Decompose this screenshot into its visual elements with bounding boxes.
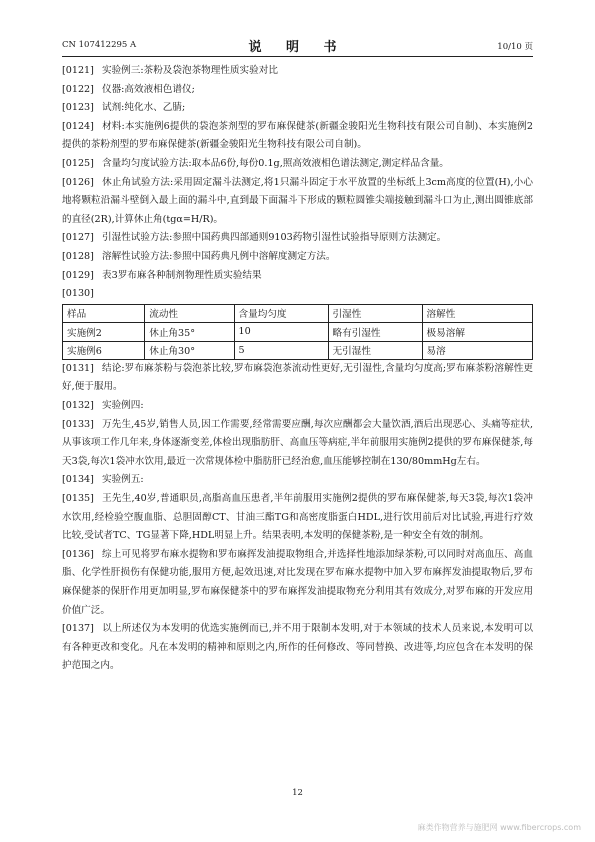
table-cell: 10	[234, 323, 328, 341]
paragraph-number: [0122]	[62, 83, 94, 95]
paragraph-number: [0130]	[62, 288, 94, 300]
paragraph-text: 表3罗布麻各种制剂物理性质实验结果	[102, 269, 262, 281]
paragraph	[62, 248, 533, 267]
paragraph-number: [0137]	[62, 623, 94, 635]
paragraph-text: 仪器:高效液相色谱仪;	[102, 83, 195, 95]
table-header-cell: 样品	[63, 304, 145, 322]
page-header	[62, 38, 533, 54]
table-cell: 易溶	[422, 341, 532, 359]
paragraph-text: 休止角试验方法:采用固定漏斗法测定,将1只漏斗固定于水平放置的坐标纸上3cm高度的位置(H),小心地将颗粒沿漏斗壁倒入最上面的漏斗中,直到最下面漏斗下形成的颗粒圆锥尖端接触到漏斗口为止,测出圆锥底部的直径(2R),计算休止角(tgα=H/R)。	[62, 176, 533, 225]
paragraph	[62, 174, 533, 230]
paragraph-number: [0125]	[62, 157, 94, 169]
paragraph	[62, 471, 533, 490]
paragraph	[62, 229, 533, 248]
paragraph-text: 万先生,45岁,销售人员,因工作需要,经常需要应酬,每次应酬都会大量饮酒,酒后出现恶心、头痛等症状,从事该项工作几年来,身体逐渐变差,体检出现脂肪肝、高血压等病症,半年前服用实施例2提供的罗布麻保健茶,每天3袋,每次1袋冲水饮用,最近一次常规体检中脂肪肝已经治愈,血压能够控制在130/80mmHg左右。	[62, 418, 533, 467]
paragraph-text: 王先生,40岁,普通职员,高脂高血压患者,半年前服用实施例2提供的罗布麻保健茶,每天3袋,每次1袋冲水饮用,经检验空腹血脂、总胆固醇CT、甘油三酯TG和高密度脂蛋白HDL,进行饮用前后对比试验,再进行疗效比较,受试者TC、TG显著下降,HDL明显上升。结果表明,本发明的保健茶粉,是一种安全有效的制剂。	[62, 493, 533, 542]
paragraph-group-top	[62, 62, 533, 304]
paragraph-number: [0129]	[62, 269, 94, 281]
document-body	[62, 62, 533, 676]
paragraph	[62, 490, 533, 546]
paragraph	[62, 620, 533, 676]
paragraph-number: [0136]	[62, 548, 94, 560]
table-row	[63, 323, 533, 341]
paragraph-number: [0131]	[62, 362, 94, 374]
paragraph	[62, 81, 533, 100]
site-watermark: 麻类作物营养与施肥网 www.fibercrops.com	[417, 823, 581, 832]
paragraph-text: 实验例五:	[102, 474, 144, 486]
table-header-cell: 含量均匀度	[234, 304, 328, 322]
paragraph-number: [0128]	[62, 250, 94, 262]
paragraph	[62, 62, 533, 81]
publication-number: CN 107412295 A	[62, 40, 137, 50]
table-cell: 无引湿性	[328, 341, 422, 359]
table-header-row	[63, 304, 533, 322]
paragraph-number: [0133]	[62, 418, 94, 430]
page-indicator: 10/10 页	[497, 42, 533, 52]
paragraph-text: 含量均匀度试验方法:取本品6份,每份0.1g,照高效液相色谱法测定,测定样品含量。	[102, 157, 449, 169]
paragraph	[62, 155, 533, 174]
table-row	[63, 341, 533, 359]
paragraph	[62, 99, 533, 118]
paragraph-number: [0135]	[62, 493, 94, 505]
paragraph-text: 溶解性试验方法:参照中国药典凡例中溶解度测定方法。	[102, 250, 336, 262]
paragraph-text: 结论:罗布麻茶粉与袋泡茶比较,罗布麻袋泡茶流动性更好,无引湿性,含量均匀度高;罗布麻茶粉溶解性更好,便于服用。	[62, 362, 533, 393]
paragraph-number: [0121]	[62, 65, 94, 76]
document-title: 说 明 书	[248, 40, 347, 55]
paragraph-number: [0126]	[62, 176, 94, 188]
paragraph-text: 综上可见将罗布麻水提物和罗布麻挥发油提取物组合,并选择性地添加绿茶粉,可以同时对高血压、高血脂、化学性肝损伤有保健功能,服用方便,起效迅速,对比发现在罗布麻水提物中加入罗布麻挥发油提取物后,罗布麻保健茶的保肝作用更加明显,罗布麻保健茶中的罗布麻挥发油提取物充分利用其有效成分,对罗布麻的开发应用价值广泛。	[62, 548, 533, 616]
table-header-cell: 流动性	[145, 304, 234, 322]
table-header-cell: 引湿性	[328, 304, 422, 322]
paragraph-text: 试剂:纯化水、乙腈;	[102, 102, 186, 114]
paragraph-group-bottom	[62, 360, 533, 676]
paragraph-text: 实验例三:茶粉及袋泡茶物理性质实验对比	[102, 65, 278, 76]
table-cell: 极易溶解	[422, 323, 532, 341]
table-cell: 略有引湿性	[328, 323, 422, 341]
table-cell: 休止角35°	[145, 323, 234, 341]
paragraph-number: [0132]	[62, 400, 94, 412]
paragraph-number: [0134]	[62, 474, 94, 486]
table-cell: 实施例2	[63, 323, 145, 341]
table-cell: 实施例6	[63, 341, 145, 359]
paragraph-number: [0123]	[62, 102, 94, 114]
paragraph-text: 引湿性试验方法:参照中国药典四部通则9103药物引湿性试验指导原则方法测定。	[102, 232, 447, 244]
paragraph	[62, 118, 533, 155]
paragraph	[62, 546, 533, 620]
paragraph	[62, 416, 533, 472]
header-rule	[62, 56, 533, 57]
paragraph-text: 材料:本实施例6提供的袋泡茶剂型的罗布麻保健茶(新疆金骏阳光生物科技有限公司自制)、本实施例2提供的茶粉剂型的罗布麻保健茶(新疆金骏阳光生物科技有限公司自制)。	[62, 120, 533, 151]
paragraph-text: 以上所述仅为本发明的优选实施例而已,并不用于限制本发明,对于本领域的技术人员来说,本发明可以有各种更改和变化。凡在本发明的精神和原则之内,所作的任何修改、等同替换、改进等,均应包含在本发明的保护范围之内。	[62, 623, 533, 672]
paragraph-number: [0124]	[62, 120, 94, 132]
table-header-cell: 溶解性	[422, 304, 532, 322]
paragraph	[62, 397, 533, 416]
paragraph	[62, 285, 533, 304]
page-number: 12	[292, 788, 303, 798]
paragraph	[62, 267, 533, 286]
paragraph	[62, 360, 533, 397]
paragraph-number: [0127]	[62, 232, 94, 244]
table-cell: 休止角30°	[145, 341, 234, 359]
results-table	[62, 304, 533, 360]
paragraph-text: 实验例四:	[102, 400, 144, 412]
table-cell: 5	[234, 341, 328, 359]
